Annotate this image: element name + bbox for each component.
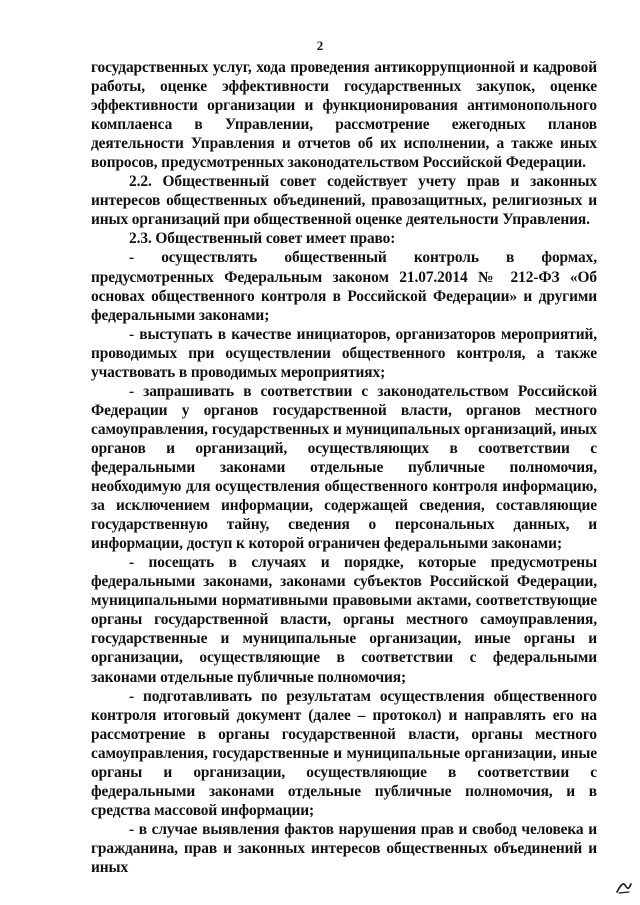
list-item-initiators: - выступать в качестве инициаторов, организаторов мероприятий, проводимых при осуществлении общественного контроля, а также участвовать в проводимых мероприятиях; xyxy=(91,325,597,381)
signature-mark xyxy=(616,880,632,894)
body-text xyxy=(91,58,597,877)
list-item-request-info: - запрашивать в соответствии с законодательством Российской Федерации у органов государственной власти, органов местного самоуправления, государственных и муниципальных организаций, иных органов и организаций, осуществляющих в соответствии с федеральными законами отдельные публичные полномочия, необходимую для осуществления общественного контроля информацию, за исключением информации, содержащей сведения, составляющие государственную тайну, сведения о персональных данных, и информации, доступ к которой ограничен федеральными законами; xyxy=(91,382,597,553)
list-item-violations: - в случае выявления фактов нарушения прав и свобод человека и гражданина, прав и законных интересов общественных объединений и иных xyxy=(91,820,597,876)
list-item-public-control: - осуществлять общественный контроль в формах, предусмотренных Федеральным законом 21.07.2014 № 212-ФЗ «Об основах общественного контроля в Российской Федерации» и другими федеральными законами; xyxy=(91,249,597,324)
paragraph-2-2: 2.2. Общественный совет содействует учету прав и законных интересов общественных объединений, правозащитных, религиозных и иных организаций при общественной оценке деятельности Управления. xyxy=(91,173,597,229)
paragraph-2-3: 2.3. Общественный совет имеет право: xyxy=(129,230,396,248)
paragraph-continuation: государственных услуг, хода проведения антикоррупционной и кадровой работы, оценке эффективности государственных закупок, оценке эффективности организации и функционирования антимонопольного комплаенса в Управлении, рассмотрение ежегодных планов деятельности Управления и отчетов об их исполнении, а также иных вопросов, предусмотренных законодательством Российской Федерации. xyxy=(91,59,597,172)
page-number: 2 xyxy=(316,38,324,53)
list-item-visit: - посещать в случаях и порядке, которые предусмотрены федеральными законами, законами субъектов Российской Федерации, муниципальными нормативными правовыми актами, соответствующие органы государственной власти, органы местного самоуправления, государственные и муниципальные организации, иные органы и организации, осуществляющие в соответствии с федеральными законами отдельные публичные полномочия; xyxy=(91,554,597,686)
list-item-protocol: - подготавливать по результатам осуществления общественного контроля итоговый документ (далее – протокол) и направлять его на рассмотрение в органы государственной власти, органы местного самоуправления, государственные и муниципальные организации, иные органы и организации, осуществляющие в соответствии с федеральными законами отдельные публичные полномочия, и в средства массовой информации; xyxy=(91,687,597,819)
